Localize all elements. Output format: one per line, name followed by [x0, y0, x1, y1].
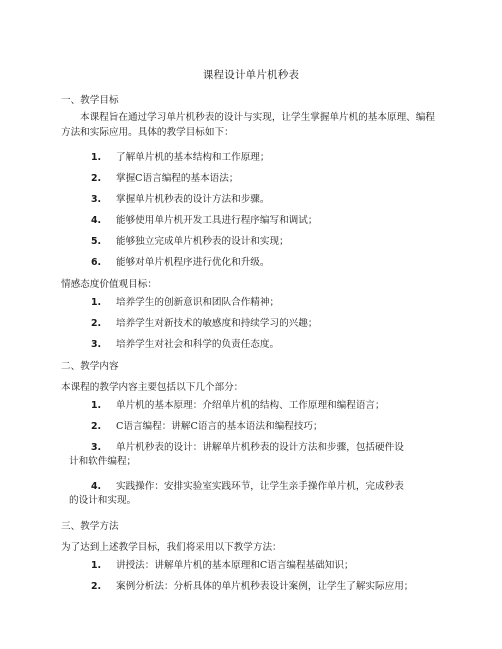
document-title: 课程设计单片机秒表 — [202, 69, 300, 81]
list-item — [61, 148, 443, 169]
list-text: 了解单片机的基本结构和工作原理； — [116, 152, 270, 163]
objectives-intro: 本课程旨在通过学习单片机秒表的设计与实现，让学生掌握单片机的基本原理、编程方法和实际应用。具体的教学目标如下： — [61, 112, 435, 138]
list-text: 讲授法：讲解单片机的基本原理和C语言编程基础知识； — [116, 560, 354, 571]
list-text: 掌握单片机秒表的设计方法和步骤。 — [116, 194, 270, 205]
list-number: 1. — [91, 560, 102, 571]
list-number: 1. — [91, 152, 102, 163]
list-text: 单片机的基本原理：介绍单片机的结构、工作原理和编程语言； — [116, 400, 385, 411]
list-item — [61, 190, 443, 211]
list-number: 2. — [91, 318, 102, 329]
list-number: 5. — [91, 236, 102, 247]
list-item — [61, 577, 443, 598]
list-item — [61, 438, 443, 473]
list-number: 1. — [91, 400, 102, 411]
list-text: 单片机秒表的设计：讲解单片机秒表的设计方法和步骤，包括硬件设 — [116, 442, 404, 453]
list-item — [61, 417, 443, 438]
list-item — [61, 556, 443, 577]
list-text: 案例分析法：分析具体的单片机秒表设计案例，让学生了解实际应用； — [116, 581, 414, 592]
list-text: 能够独立完成单片机秒表的设计和实现； — [116, 236, 289, 247]
list-item — [61, 232, 443, 253]
list-text: C语言编程：讲解C语言的基本语法和编程技巧； — [116, 421, 323, 432]
list-number: 3. — [91, 339, 102, 350]
list-item — [61, 293, 443, 314]
list-number: 6. — [91, 257, 102, 268]
objectives-list — [61, 148, 443, 274]
methods-intro: 为了达到上述教学目标，我们将采用以下教学方法： — [61, 542, 282, 553]
list-number: 4. — [91, 481, 102, 492]
list-number: 2. — [91, 421, 102, 432]
list-text-continued: 计和软件编程； — [69, 456, 137, 467]
content-list — [61, 396, 443, 512]
list-number: 3. — [91, 194, 102, 205]
list-item — [61, 211, 443, 232]
list-text: 能够对单片机程序进行优化和升级。 — [116, 257, 270, 268]
list-text: 培养学生对新技术的敏感度和持续学习的兴趣； — [116, 318, 318, 329]
list-number: 3. — [91, 442, 102, 453]
list-item — [61, 335, 443, 356]
attitude-goals-list — [61, 293, 443, 356]
list-number: 2. — [91, 581, 102, 592]
list-item — [61, 253, 443, 274]
list-number: 1. — [91, 297, 102, 308]
list-item — [61, 477, 443, 512]
list-number: 2. — [91, 173, 102, 184]
list-text: 能够使用单片机开发工具进行程序编写和调试； — [116, 215, 318, 226]
list-text-continued: 的设计和实现。 — [69, 495, 137, 506]
list-item — [61, 314, 443, 335]
list-number: 4. — [91, 215, 102, 226]
list-text: 培养学生对社会和科学的负责任态度。 — [116, 339, 280, 350]
document-body — [61, 90, 443, 598]
section-heading-content: 二、教学内容 — [61, 361, 119, 372]
list-item — [61, 169, 443, 190]
content-intro: 本课程的教学内容主要包括以下几个部分： — [61, 382, 244, 393]
section-heading-objectives: 一、教学目标 — [61, 95, 119, 106]
list-text: 实践操作：安排实验室实践环节，让学生亲手操作单片机，完成秒表 — [116, 481, 404, 492]
list-text: 培养学生的创新意识和团队合作精神； — [116, 297, 280, 308]
list-text: 掌握C语言编程的基本语法； — [116, 173, 239, 184]
section-heading-methods: 三、教学方法 — [61, 521, 119, 532]
methods-list — [61, 556, 443, 598]
attitude-goals-label: 情感态度价值观目标： — [61, 279, 157, 290]
list-item — [61, 396, 443, 417]
